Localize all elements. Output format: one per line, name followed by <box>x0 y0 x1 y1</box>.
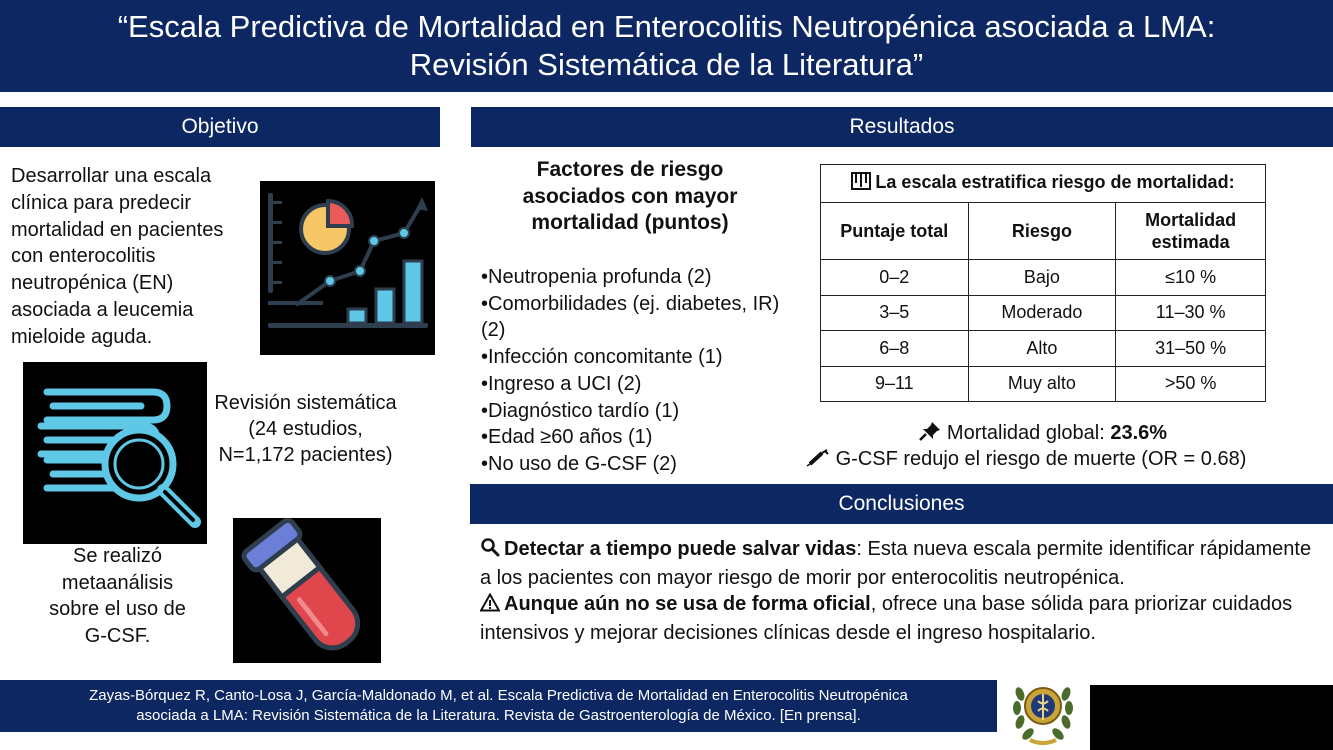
meta-line-3: sobre el uso de <box>49 598 186 620</box>
conclusion-1-bold: Detectar a tiempo puede salvar vidas <box>504 538 857 560</box>
table-header: Mortalidad estimada <box>1116 203 1266 260</box>
risk-factors-list <box>481 264 791 478</box>
table-header: Riesgo <box>968 203 1116 260</box>
objective-header-label: Objetivo <box>181 115 259 138</box>
objective-header <box>0 107 440 147</box>
conclusion-paragraph-1 <box>480 536 1320 591</box>
review-line-1: Revisión sistemática <box>214 392 397 414</box>
table-cell: 11–30 % <box>1116 295 1266 331</box>
table-cell: 3–5 <box>821 295 969 331</box>
table-caption <box>821 165 1266 203</box>
table-cell: 6–8 <box>821 331 969 367</box>
conclusions-header-label: Conclusiones <box>838 492 965 515</box>
table-cell: ≤10 % <box>1116 260 1266 296</box>
table-cell: 31–50 % <box>1116 331 1266 367</box>
review-text <box>203 390 408 468</box>
warning-icon <box>480 593 500 620</box>
conclusion-2-bold: Aunque aún no se usa de forma oficial <box>504 593 871 616</box>
table-row <box>821 260 1266 296</box>
magnifier-icon <box>480 537 500 565</box>
conclusion-2-text: , ofrece una base sólida para priorizar cuidados intensivos y mejorar decisiones clínicas desde el ingreso hospitalario. <box>480 593 1293 645</box>
institution-seal-icon <box>1010 674 1076 748</box>
objective-text: Desarrollar una escala clínica para predecir mortalidad en pacientes con enterocolitis neutropénica (EN) asociada a leucemia mieloide aguda. <box>11 165 224 348</box>
conclusion-paragraph-2 <box>480 591 1320 646</box>
table-row <box>821 366 1266 402</box>
list-item: •Infección concomitante (1) <box>481 346 723 369</box>
table-cell: Bajo <box>968 260 1116 296</box>
table-row <box>821 331 1266 367</box>
risk-factors-title: Factores de riesgo asociados con mayor mortalidad (puntos) <box>522 158 738 234</box>
results-header-label: Resultados <box>849 115 955 138</box>
list-item: •Neutropenia profunda (2) <box>481 266 712 288</box>
table-header: Puntaje total <box>821 203 969 260</box>
poster-title <box>118 8 1216 84</box>
conclusion-1-text: : Esta nueva escala permite identificar rápidamente a los pacientes con mayor riesgo de morir por enterocolitis neutropénica. <box>480 538 1312 589</box>
review-line-3: N=1,172 pacientes) <box>218 444 393 466</box>
pushpin-icon <box>919 421 941 447</box>
table-caption-text: La escala estratifica riesgo de mortalidad: <box>875 172 1235 192</box>
title-line-2: Revisión Sistemática de la Literatura” <box>409 47 924 82</box>
meta-line-4: G-CSF. <box>84 624 151 647</box>
gcsf-result-text: G-CSF redujo el riesgo de muerte (OR = 0.68) <box>835 448 1247 470</box>
list-item: •Edad ≥60 años (1) <box>481 426 653 449</box>
syringe-icon <box>806 449 830 473</box>
table-cell: 0–2 <box>821 260 969 296</box>
growth-chart-icon <box>260 181 435 355</box>
book-magnifier-icon <box>23 362 207 544</box>
results-header <box>471 107 1333 147</box>
global-mortality-value: 23.6% <box>1110 422 1168 444</box>
table-cell: Moderado <box>968 295 1116 331</box>
global-mortality <box>820 421 1266 447</box>
list-item: •Comorbilidades (ej. diabetes, IR) (2) <box>481 292 780 342</box>
gcsf-result <box>776 448 1276 473</box>
conclusions-body <box>480 536 1320 647</box>
meta-line-1: Se realizó <box>73 545 162 567</box>
table-cell: Muy alto <box>968 366 1116 402</box>
title-line-1: “Escala Predictiva de Mortalidad en Enterocolitis Neutropénica asociada a LMA: <box>117 9 1216 44</box>
table-cell: 9–11 <box>821 366 969 402</box>
ruler-icon <box>851 172 871 195</box>
reference-line-1: Zayas-Bórquez R, Canto-Losa J, García-Maldonado M, et al. Escala Predictiva de Mortalidad en Enterocolitis Neutropénica <box>89 687 908 704</box>
list-item: •Diagnóstico tardío (1) <box>481 399 680 422</box>
list-item: •No uso de G-CSF (2) <box>481 452 677 475</box>
reference-bar <box>0 680 997 732</box>
list-item: •Ingreso a UCI (2) <box>481 372 642 395</box>
score-table <box>820 164 1266 402</box>
global-mortality-label: Mortalidad global: <box>946 422 1111 444</box>
meta-text <box>20 543 215 649</box>
table-cell: >50 % <box>1116 366 1266 402</box>
meta-line-2: metaanálisis <box>61 571 174 594</box>
title-bar <box>0 0 1333 92</box>
reference-line-2: asociada a LMA: Revisión Sistemática de la Literatura. Revista de Gastroenterología de México. [En prensa]. <box>136 707 861 724</box>
review-line-2: (24 estudios, <box>248 418 363 440</box>
black-panel <box>1090 685 1333 750</box>
conclusions-header <box>470 484 1333 524</box>
table-cell: Alto <box>968 331 1116 367</box>
table-row <box>821 295 1266 331</box>
test-tube-icon <box>233 518 381 663</box>
